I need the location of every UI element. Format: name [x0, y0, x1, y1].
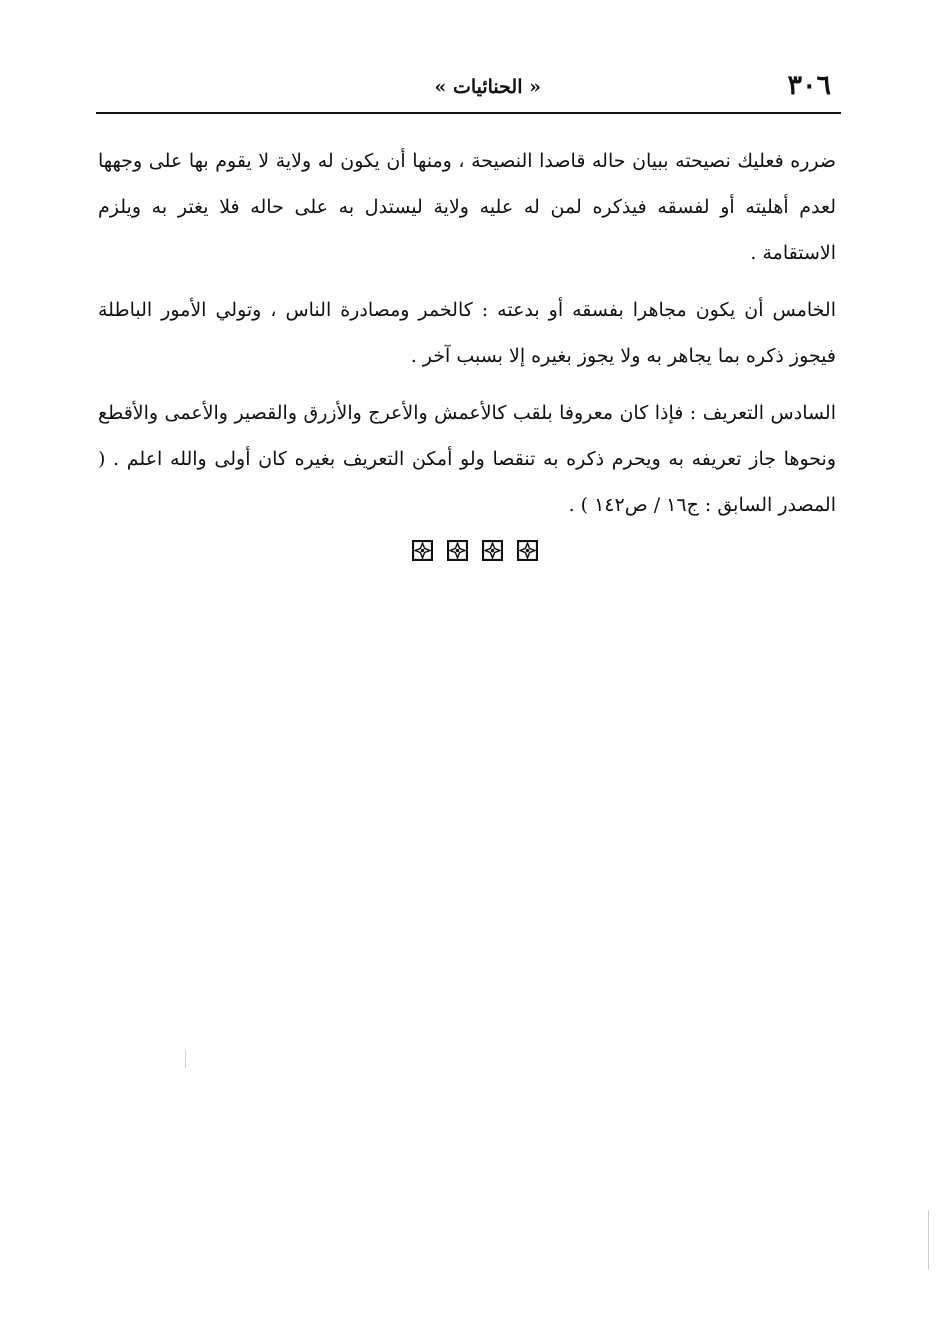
- body-text: [98, 138, 836, 539]
- section-end-ornaments: [400, 535, 550, 565]
- scan-speck: [185, 1050, 186, 1068]
- paragraph-1: ضرره فعليك نصيحته ببيان حاله قاصدا النصيحة ، ومنها أن يكون له ولاية لا يقوم بها على وجهها لعدم أهليته أو لفسقه فيذكره لمن له عليه ولاية ليستدل به على حاله فلا يغتر به ويلزم الاستقامة .: [98, 150, 836, 264]
- header-divider: [96, 112, 841, 114]
- page-header: [96, 66, 841, 110]
- page-number: ٣٠٦: [787, 70, 831, 101]
- paragraph-2: الخامس أن يكون مجاهرا بفسقه أو بدعته : كالخمر ومصادرة الناس ، وتولي الأمور الباطلة فيجوز ذكره بما يجاهر به ولا يجوز بغيره إلا بسبب آخر .: [98, 299, 836, 367]
- ornament-star-icon: [412, 540, 433, 561]
- ornament-star-icon: [482, 540, 503, 561]
- running-title: « الحنائيات »: [434, 76, 541, 98]
- scan-speck: [928, 1210, 929, 1270]
- ornament-star-icon: [517, 540, 538, 561]
- ornament-star-icon: [447, 540, 468, 561]
- paragraph-3: السادس التعريف : فإذا كان معروفا بلقب كالأعمش والأعرج والأزرق والقصير والأعمى والأقطع ونحوها جاز تعريفه به ويحرم ذكره به تنقصا ولو أمكن التعريف بغيره كان أولى والله اعلم . ( المصدر السابق : ج١٦ / ص١٤٢ ) .: [98, 402, 836, 516]
